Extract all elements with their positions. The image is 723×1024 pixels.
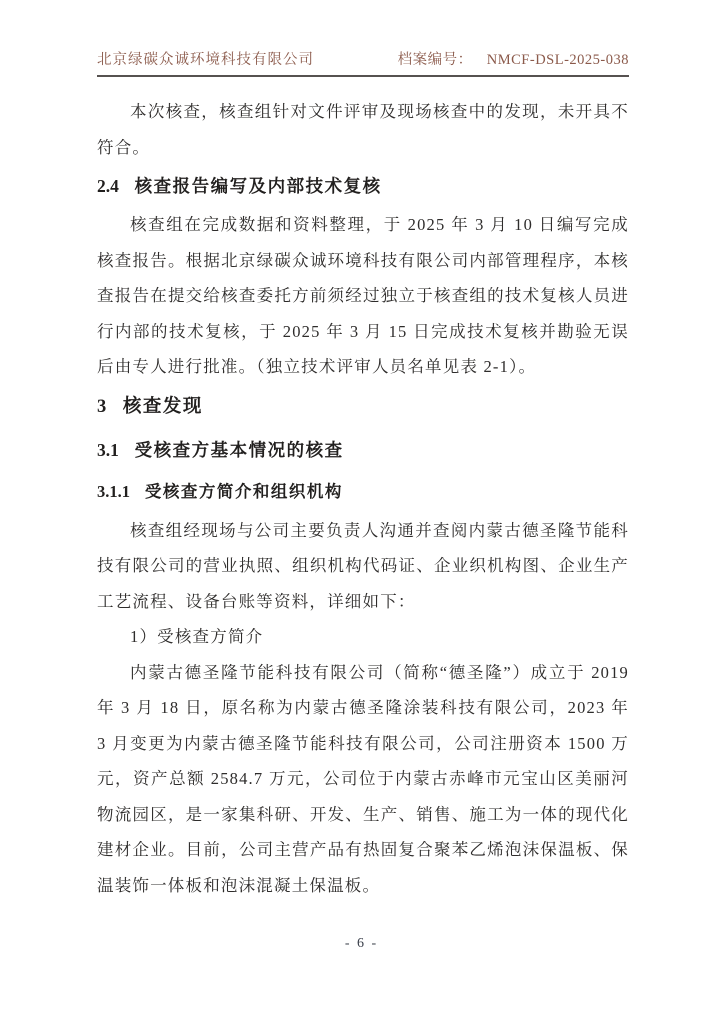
document-body — [97, 77, 629, 903]
heading-3-1-1-number: 3.1.1 — [97, 481, 130, 501]
document-header — [97, 48, 629, 77]
header-archive — [398, 48, 629, 69]
paragraph-report-writing: 核查组在完成数据和资料整理，于 2025 年 3 月 10 日编写完成核查报告。根据北京绿碳众诚环境科技有限公司内部管理程序，本核查报告在提交给核查委托方前须经过独立于核查组的技术复核人员进行内部的技术复核，于 2025 年 3 月 15 日完成技术复核并勘验无误后由专人进行批准。（独立技术评审人员名单见表 2-1）。 — [97, 215, 629, 376]
paragraph-verification-findings: 本次核查，核查组针对文件评审及现场核查中的发现，未开具不符合。 — [97, 102, 629, 157]
paragraph-reviewed-documents: 核查组经现场与公司主要负责人沟通并查阅内蒙古德圣隆节能科技有限公司的营业执照、组织机构代码证、企业织机构图、企业生产工艺流程、设备台账等资料，详细如下： — [97, 520, 629, 611]
page-number: - 6 - — [344, 936, 379, 951]
heading-3-1-1 — [97, 471, 629, 513]
heading-3 — [97, 385, 629, 429]
heading-3-number: 3 — [97, 396, 107, 417]
heading-3-1-title: 受核查方基本情况的核查 — [134, 439, 344, 460]
heading-2-4-number: 2.4 — [97, 176, 119, 196]
heading-3-1-1-title: 受核查方简介和组织机构 — [144, 481, 343, 501]
archive-number-label: 档案编号： — [397, 52, 473, 68]
heading-3-1 — [97, 429, 629, 471]
page-footer — [0, 936, 723, 952]
heading-3-1-number: 3.1 — [97, 439, 119, 460]
heading-2-4 — [97, 165, 629, 207]
heading-2-4-title: 核查报告编写及内部技术复核 — [134, 176, 382, 196]
heading-3-title: 核查发现 — [122, 396, 203, 417]
paragraph-company-introduction: 内蒙古德圣隆节能科技有限公司（简称“德圣隆”）成立于 2019 年 3 月 18 日，原名称为内蒙古德圣隆涂装科技有限公司，2023 年 3 月变更为内蒙古德圣隆节能科技有限公司，公司注册资本 1500 万元，资产总额 2584.7 万元，公司位于内蒙古赤峰市元宝山区美丽河物流园区，是一家集科研、开发、生产、销售、施工为一体的现代化建材企业。目前，公司主营产品有热固复合聚苯乙烯泡沫保温板、保温装饰一体板和泡沫混凝土保温板。 — [97, 662, 629, 895]
archive-number-value: NMCF-DSL-2025-038 — [486, 52, 629, 68]
list-item-company-profile: 1）受核查方简介 — [130, 627, 264, 646]
header-company-name: 北京绿碳众诚环境科技有限公司 — [97, 52, 314, 68]
